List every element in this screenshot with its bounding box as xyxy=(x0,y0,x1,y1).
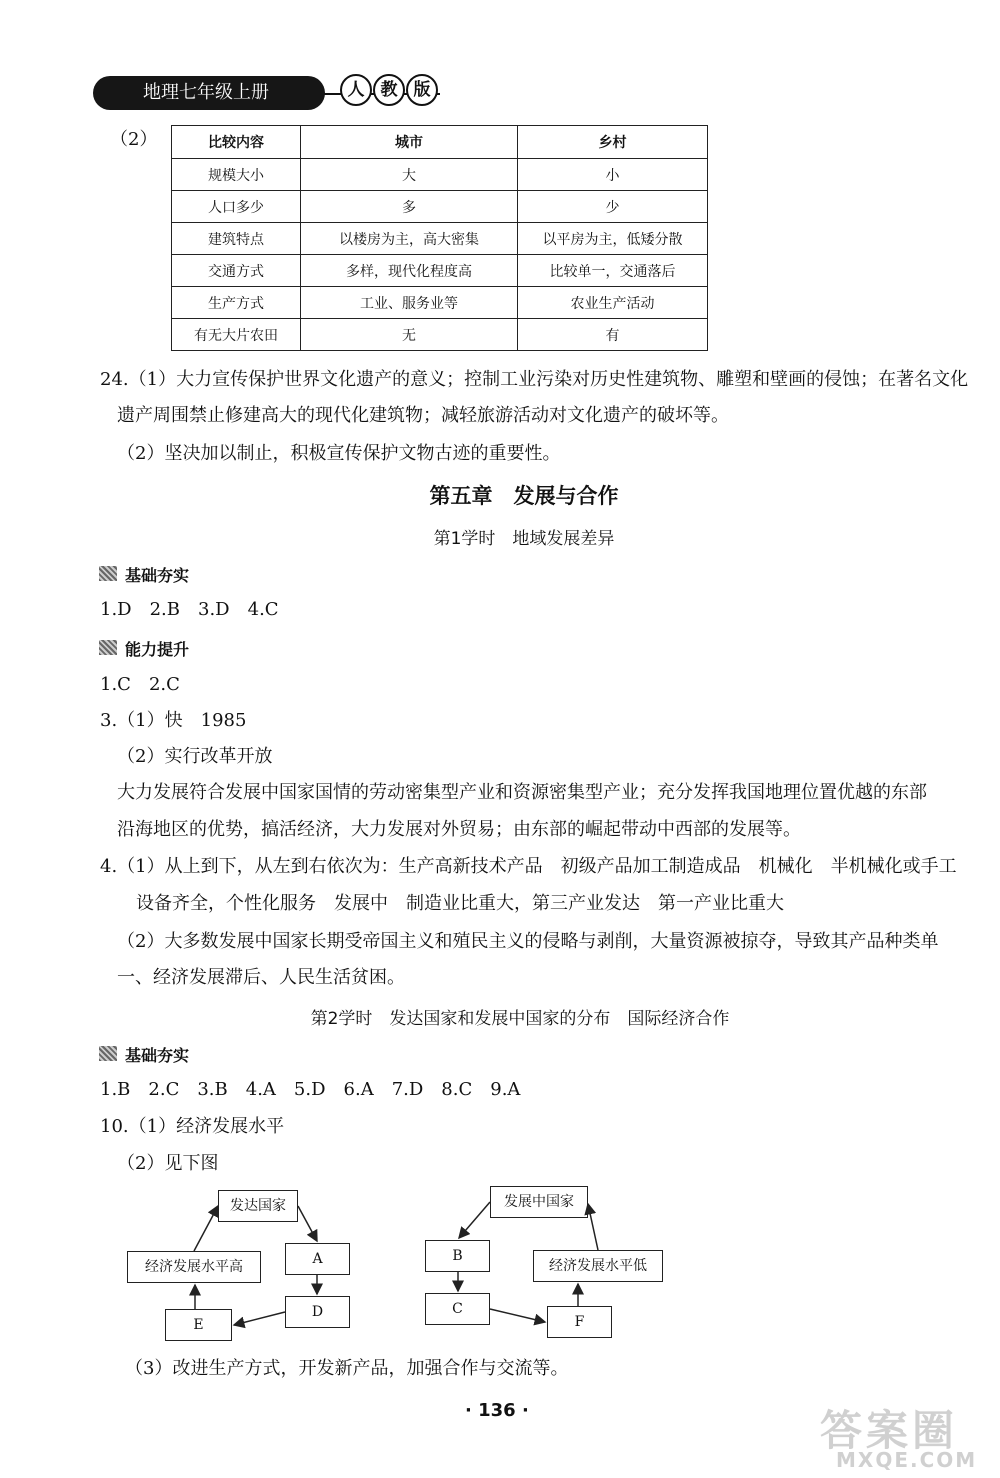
box-e: E xyxy=(165,1309,232,1341)
lesson1-basic-answers: 1.D 2.B 3.D 4.C xyxy=(100,599,279,620)
q3-text-line-2: 沿海地区的优势，搞活经济，大力发展对外贸易；由东部的崛起带动中西部的发展等。 xyxy=(117,819,801,840)
table-cell: 少 xyxy=(518,191,708,223)
q4-part2-line-2: 一、经济发展滞后、人民生活贫困。 xyxy=(117,967,405,988)
edition-char-2: 教 xyxy=(373,74,405,106)
q24-line-1: 24.（1）大力宣传保护世界文化遗产的意义；控制工业污染对历史性建筑物、雕塑和壁画的侵蚀；在著名文化 xyxy=(100,369,969,390)
lesson2-title: 第2学时 发达国家和发展中国家的分布 国际经济合作 xyxy=(310,1009,730,1029)
lesson1-title: 第1学时 地域发展差异 xyxy=(433,529,615,549)
table-cell: 无 xyxy=(301,319,518,351)
developed-countries-box: 发达国家 xyxy=(218,1190,298,1222)
table-cell: 以平房为主，低矮分散 xyxy=(518,223,708,255)
table-cell: 农业生产活动 xyxy=(518,287,708,319)
q3-part2: （2）实行改革开放 xyxy=(117,746,273,767)
table-header-cell: 乡村 xyxy=(518,126,708,159)
q4-part1-line-1: 4.（1）从上到下，从左到右依次为：生产高新技术产品 初级产品加工制造成品 机械化 半机械化或手工 xyxy=(100,856,957,877)
arrow xyxy=(298,1206,317,1241)
table-cell: 人口多少 xyxy=(172,191,301,223)
table-cell: 生产方式 xyxy=(172,287,301,319)
table-cell: 多样，现代化程度高 xyxy=(301,255,518,287)
arrow xyxy=(234,1312,285,1325)
table-cell: 多 xyxy=(301,191,518,223)
watermark-url: MXQE.COM xyxy=(836,1448,978,1472)
page-number: · 136 · xyxy=(465,1400,529,1421)
box-a: A xyxy=(285,1243,350,1275)
q10-part2: （2）见下图 xyxy=(117,1153,219,1174)
table-cell: 交通方式 xyxy=(172,255,301,287)
arrow xyxy=(490,1309,545,1322)
q3-part1: 3.（1）快 1985 xyxy=(100,710,247,731)
lesson2-basic-answers: 1.B 2.C 3.B 4.A 5.D 6.A 7.D 8.C 9.A xyxy=(100,1079,521,1100)
table-header-cell: 城市 xyxy=(301,126,518,159)
box-d: D xyxy=(285,1296,350,1328)
table-cell: 有无大片农田 xyxy=(172,319,301,351)
developing-countries-box: 发展中国家 xyxy=(490,1186,588,1218)
box-b: B xyxy=(425,1240,490,1272)
q23-part-label: （2） xyxy=(110,129,158,150)
table-cell: 工业、服务业等 xyxy=(301,287,518,319)
table-cell: 比较单一，交通落后 xyxy=(518,255,708,287)
table-cell: 有 xyxy=(518,319,708,351)
q24-line-3: （2）坚决加以制止，积极宣传保护文物古迹的重要性。 xyxy=(117,443,561,464)
lesson2-basic-label: 基础夯实 xyxy=(125,1046,190,1065)
table-cell: 建筑特点 xyxy=(172,223,301,255)
q3-text-line-1: 大力发展符合发展中国家国情的劳动密集型产业和资源密集型产业；充分发挥我国地理位置优越的东部 xyxy=(117,782,927,803)
box-c: C xyxy=(425,1293,490,1325)
q24-line-2: 遗产周围禁止修建高大的现代化建筑物；减轻旅游活动对文化遗产的破坏等。 xyxy=(117,405,729,426)
box-f: F xyxy=(547,1306,612,1338)
book-title: 地理七年级上册 xyxy=(93,76,325,110)
low-level-box: 经济发展水平低 xyxy=(533,1250,663,1282)
arrow xyxy=(459,1202,490,1238)
lesson1-ability-label: 能力提升 xyxy=(125,640,190,659)
lesson1-basic-label: 基础夯实 xyxy=(125,566,190,585)
edition-char-3: 版 xyxy=(406,74,438,106)
table-cell: 小 xyxy=(518,159,708,191)
table-cell: 规模大小 xyxy=(172,159,301,191)
q4-part1-line-2: 设备齐全，个性化服务 发展中 制造业比重大，第三产业发达 第一产业比重大 xyxy=(136,893,784,914)
arrow xyxy=(194,1206,218,1251)
chapter-title: 第五章 发展与合作 xyxy=(429,484,619,508)
table-cell: 以楼房为主，高大密集 xyxy=(301,223,518,255)
edition-char-1: 人 xyxy=(340,74,372,106)
q10-part1: 10.（1）经济发展水平 xyxy=(100,1116,285,1137)
high-level-box: 经济发展水平高 xyxy=(127,1251,261,1283)
q4-part2-line-1: （2）大多数发展中国家长期受帝国主义和殖民主义的侵略与剥削，大量资源被掠夺，导致其产品种类单 xyxy=(117,931,939,952)
arrow xyxy=(588,1204,598,1250)
table-cell: 大 xyxy=(301,159,518,191)
q10-part3: （3）改进生产方式，开发新产品，加强合作与交流等。 xyxy=(125,1358,569,1379)
table-header-cell: 比较内容 xyxy=(172,126,301,159)
watermark-logo: 答案圈 xyxy=(820,1406,959,1455)
lesson1-ability-answers: 1.C 2.C xyxy=(100,674,180,695)
